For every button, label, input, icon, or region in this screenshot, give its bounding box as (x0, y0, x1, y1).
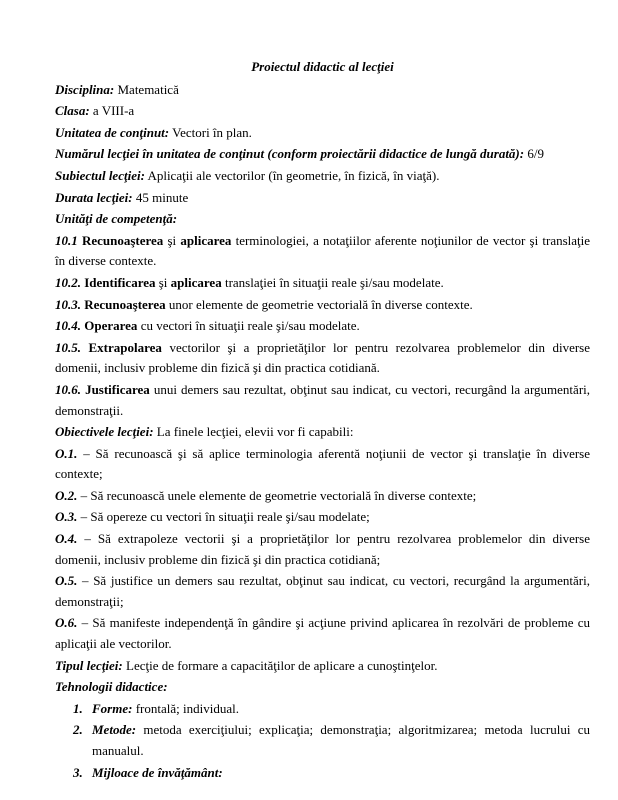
text-segment: O.6. (55, 615, 78, 631)
text-segment: unor elemente de geometrie vectorială în diverse contexte. (165, 296, 473, 312)
paragraph-obiectiv-o-5 (55, 571, 590, 612)
text-segment: O.2. (55, 487, 78, 503)
text-segment: – Să recunoască unele elemente de geometrie vectorială în diverse contexte; (77, 487, 477, 503)
text-segment: Recunoaşterea (81, 232, 164, 248)
text-segment: Durata lecţiei: (55, 189, 133, 205)
paragraph-obiectiv-o-2 (55, 486, 590, 507)
paragraph-competenta-10-3 (55, 295, 590, 316)
text-segment: aplicarea (170, 274, 222, 290)
text-segment: O.1. (55, 445, 78, 461)
text-segment: şi (163, 232, 181, 248)
text-segment: La finele lecţiei, elevii vor fi capabili: (153, 424, 354, 440)
paragraph-unitatea-de-continut (55, 123, 590, 144)
text-segment: Clasa: (55, 103, 90, 119)
paragraph-tehnologii-didactice (55, 677, 590, 698)
text-segment: a VIII-a (89, 103, 135, 119)
text-segment: Tipul lecţiei: (55, 657, 123, 673)
text-segment: – Să recunoască şi să aplice terminologia aferentă noţiunii de vector şi translaţie în diverse contexte; (55, 445, 590, 482)
text-segment: cu vectori în situaţii reale şi/sau modelate. (137, 318, 360, 334)
text-segment: terminologiei, a notaţiilor aferente noţiunilor de vector şi translaţie în diverse contexte. (55, 232, 591, 269)
text-segment: Lecţie de formare a capacităţilor de aplicare a cunoştinţelor. (122, 657, 438, 673)
text-segment: Mijloace de învăţământ: (92, 764, 223, 780)
text-segment: frontală; individual. (132, 700, 239, 716)
text-segment: O.4. (55, 531, 78, 547)
text-segment: 10.1 (55, 232, 78, 248)
text-segment: Obiectivele lecţiei: (55, 424, 154, 440)
text-segment (81, 340, 89, 355)
paragraph-competenta-10-6 (55, 380, 590, 421)
text-segment: aplicarea (180, 232, 232, 248)
paragraph-obiectivele-lectiei (55, 422, 590, 443)
text-segment: 6/9 (524, 146, 544, 162)
document-body (55, 57, 590, 783)
text-segment: Unităţi de competenţă: (55, 211, 178, 227)
text-segment: Numărul lecţiei în unitatea de conţinut (conform proiectării didactice de lungă durată): (55, 146, 525, 162)
text-segment: 10.5. (55, 339, 81, 355)
list-item-mijloace-de-invatamant (73, 763, 590, 784)
text-segment: – Să extrapoleze vectorii şi a proprietăţilor lor pentru rezolvarea problemelor din diverse domenii, inclusiv probleme din fizică şi din practica cotidiană; (55, 531, 590, 567)
text-segment: Justificarea (85, 381, 150, 397)
text-segment: – Să opereze cu vectori în situaţii reale şi/sau modelate; (77, 509, 370, 525)
list-number: 3. (73, 764, 83, 780)
text-segment: Vectori în plan. (169, 124, 252, 140)
list-item-forme (73, 699, 590, 720)
text-segment: Matematică (114, 81, 179, 97)
text-segment: O.3. (55, 509, 78, 525)
paragraph-competenta-10-4 (55, 316, 590, 337)
paragraph-obiectiv-o-1 (55, 444, 590, 485)
text-segment: 10.4. (55, 318, 81, 334)
paragraph-subiectul-lectiei (55, 166, 590, 187)
text-segment: 10.2. (55, 274, 81, 290)
list-item-metode (73, 720, 590, 761)
paragraph-durata-lectiei (55, 188, 590, 209)
paragraph-competenta-10-1 (55, 231, 590, 272)
paragraph-obiectiv-o-6 (55, 613, 590, 654)
paragraph-tipul-lectiei (55, 656, 590, 677)
paragraph-clasa (55, 101, 590, 122)
text-segment: 10.6. (55, 381, 81, 397)
text-segment: Disciplina: (55, 81, 115, 97)
paragraph-competenta-10-5 (55, 338, 590, 379)
text-segment: şi (155, 274, 171, 290)
text-segment: Aplicaţii ale vectorilor (în geometrie, în fizică, în viaţă). (144, 167, 440, 183)
text-segment: 45 minute (132, 189, 189, 205)
list-item-text (92, 699, 590, 720)
text-segment: – Să justifice un demers sau rezultat, obţinut sau indicat, cu vectori, recurgând la argumentări, demonstraţii; (55, 573, 590, 609)
paragraph-obiectiv-o-4 (55, 529, 590, 570)
text-segment: Recunoaşterea (84, 296, 166, 312)
paragraph-competenta-10-2 (55, 273, 590, 294)
text-segment: metoda exerciţiului; explicaţia; demonstraţia; algoritmizarea; metoda lucrului cu manualul. (92, 722, 590, 758)
text-segment: vectorilor şi a proprietăţilor lor pentru rezolvarea problemelor din diverse domenii, inclusiv probleme din fizică şi din practica cotidiană. (55, 339, 590, 376)
paragraph-numarul-lectiei (55, 144, 590, 165)
text-segment: Operarea (84, 318, 138, 334)
text-segment: Unitatea de conţinut: (55, 124, 170, 140)
text-segment: Extrapolarea (88, 339, 162, 355)
page-title (55, 57, 590, 78)
text-segment: Forme: (92, 700, 133, 716)
list-item-text (92, 720, 590, 761)
text-segment: translaţiei în situaţii reale şi/sau modelate. (221, 274, 444, 290)
list-number: 2. (73, 722, 83, 738)
text-segment: unui demers sau rezultat, obţinut sau indicat, cu vectori, recurgând la argumentări, demonstraţii. (55, 381, 591, 418)
text-segment: Metode: (92, 722, 137, 738)
paragraph-obiectiv-o-3 (55, 507, 590, 528)
list-number: 1. (73, 700, 83, 716)
text-segment: Tehnologii didactice: (55, 679, 168, 695)
text-segment: Subiectul lecţiei: (55, 167, 145, 183)
text-segment: – Să manifeste independenţă în gândire şi acţiune privind aplicarea în rezolvări de probleme cu aplicaţii ale vectorilor. (55, 615, 590, 652)
text-segment: Proiectul didactic al lecţiei (251, 59, 394, 74)
text-segment: Identificarea (84, 274, 156, 290)
list-item-text (92, 763, 590, 784)
paragraph-unitati-de-competenta (55, 209, 590, 230)
text-segment: O.5. (55, 573, 78, 589)
paragraph-disciplina (55, 80, 590, 101)
text-segment: 10.3. (55, 296, 81, 312)
